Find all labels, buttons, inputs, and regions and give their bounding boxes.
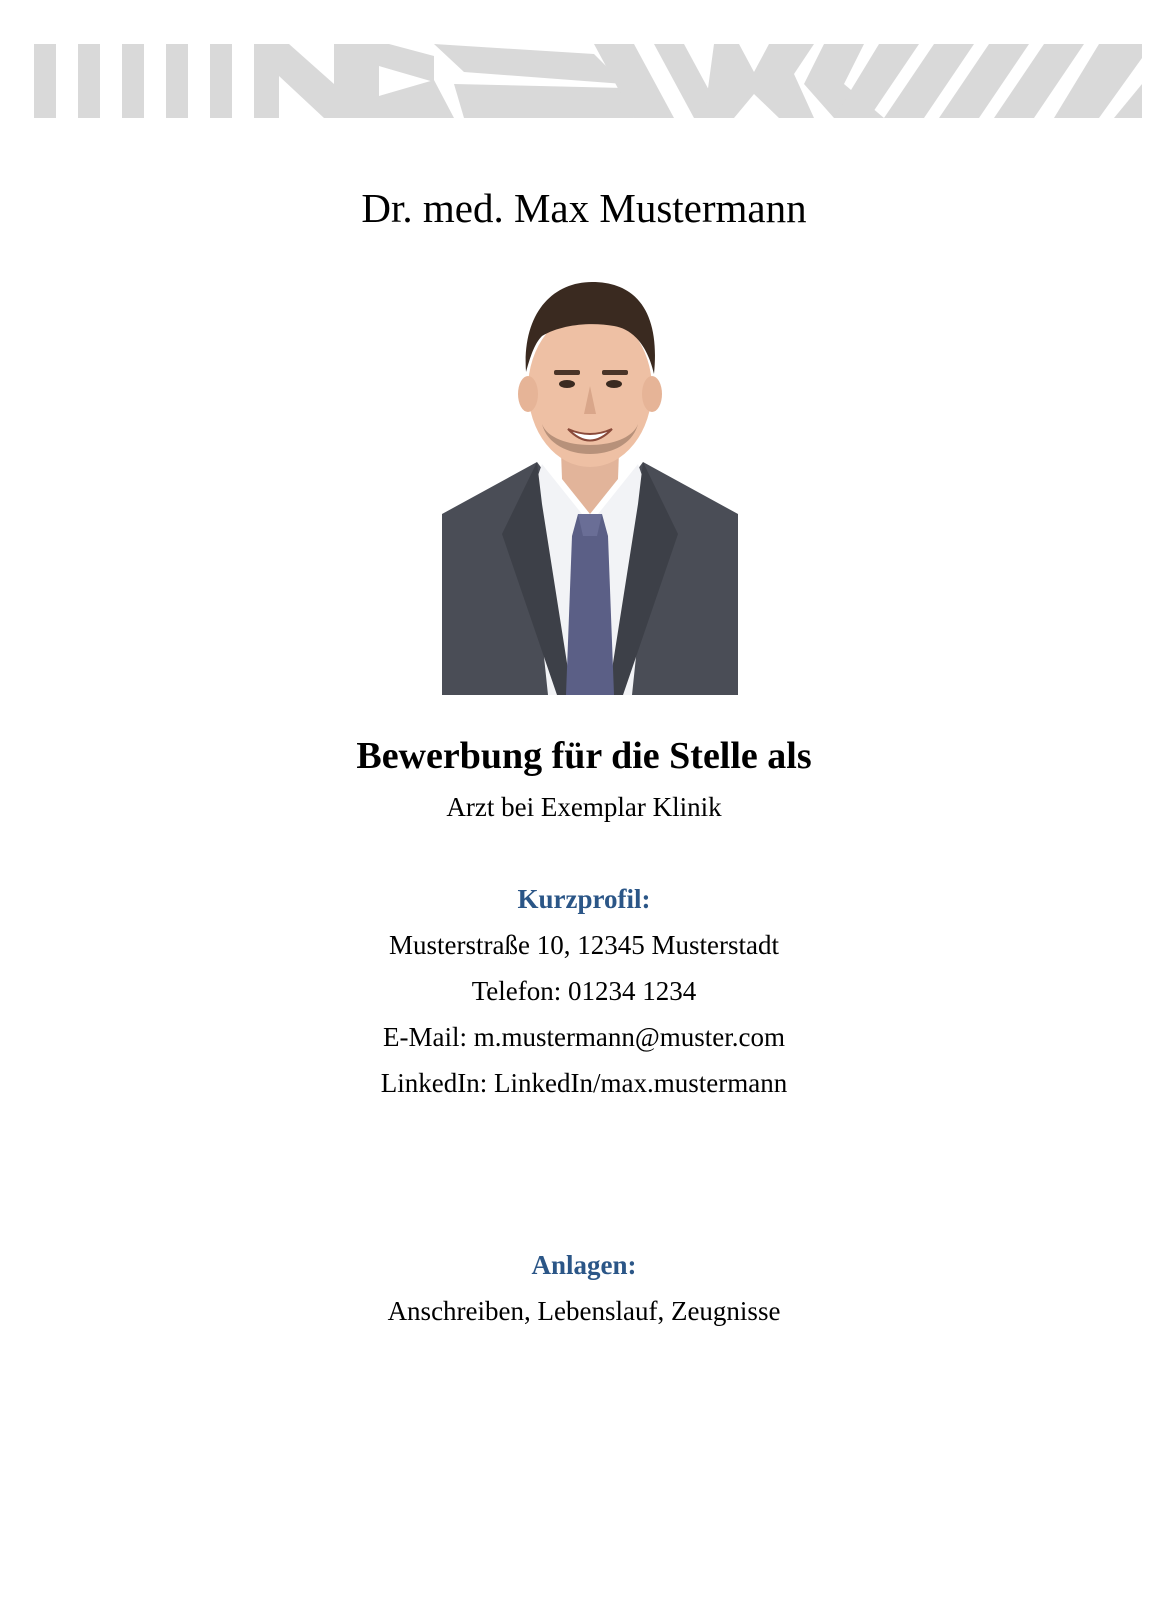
application-heading: Bewerbung für die Stelle als [356,735,812,777]
attachments-heading: Anlagen: [531,1250,637,1280]
decorative-banner [34,44,1142,118]
address-line: Musterstraße 10, 12345 Musterstadt [389,930,779,960]
phone-line: Telefon: 01234 1234 [471,976,697,1006]
email-line: E-Mail: m.mustermann@muster.com [382,1022,786,1052]
attachments-list: Anschreiben, Lebenslauf, Zeugnisse [387,1296,781,1326]
position-title: Arzt bei Exemplar Klinik [446,792,722,822]
applicant-photo [442,274,738,695]
profile-heading: Kurzprofil: [517,884,651,914]
applicant-name: Dr. med. Max Mustermann [361,185,807,231]
linkedin-line: LinkedIn: LinkedIn/max.mustermann [380,1068,788,1098]
